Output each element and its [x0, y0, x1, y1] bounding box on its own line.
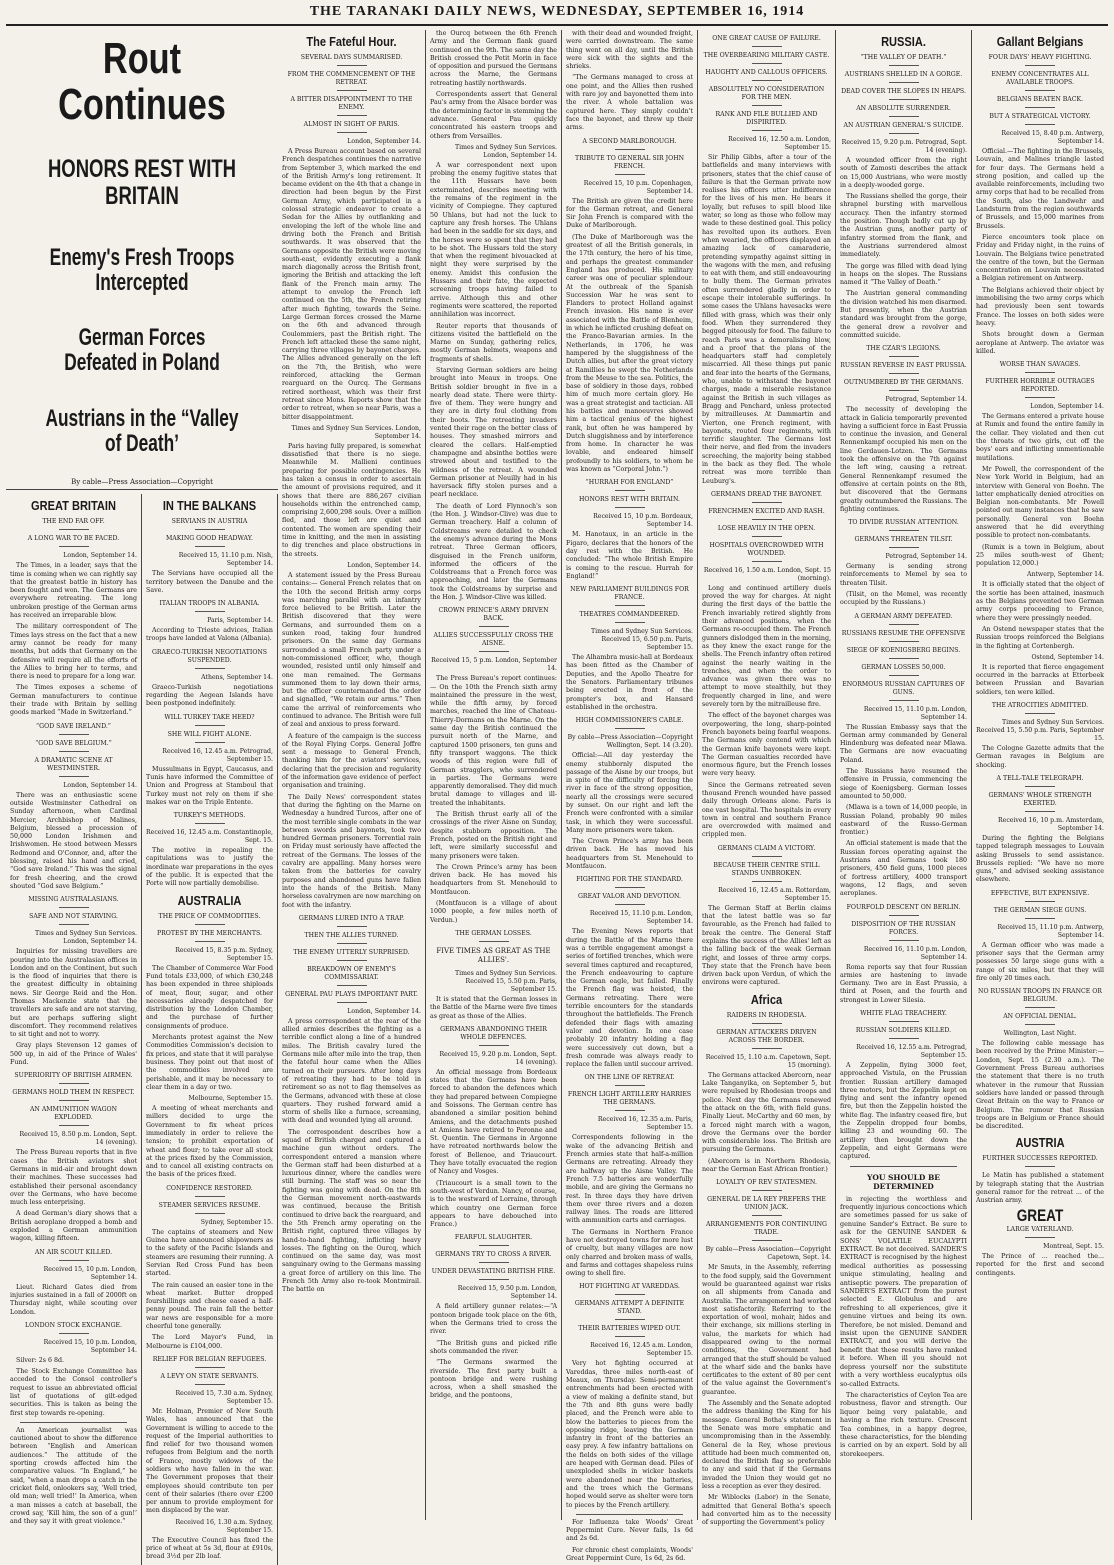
subheading: GERMANS LURED INTO A TRAP.	[282, 915, 421, 927]
subheading: PROTEST BY THE MERCHANTS.	[146, 930, 273, 942]
dateline: Ostend, September 14.	[1031, 653, 1104, 661]
subheading: GERMANS DREAD THE BAYONET.	[702, 491, 831, 503]
subheading: THE OVERBEARING MILITARY CASTE.	[702, 52, 831, 64]
masthead: THE TARANAKI DAILY NEWS, WEDNESDAY, SEPTEMBER 16, 1914	[6, 0, 1108, 26]
subheading: MISSING AUSTRALASIANS.	[10, 896, 137, 908]
dateline: Received 16, 12.45 a.m. Petrograd, September 15.	[162, 747, 273, 763]
section-heading: AUSTRIA	[1015, 1135, 1065, 1151]
subheading: SHE WILL FIGHT ALONE.	[146, 731, 273, 743]
paragraph: The British thrust early all of the crossings of the river Aisne on Sunday, despite stubborn opposition. The French, posted on the British right and left, were similarly successful and many prisoners were taken.	[430, 811, 557, 860]
paragraph: Roma reports say that four Russian armies are hastening to invade Germany. Two are in East Prussia, a third at Posen, and the fourth and strongest in Lower Silesia.	[840, 963, 967, 1004]
dateline: Petrograd, September 14.	[885, 396, 967, 404]
paragraph: The Lord Mayor's Fund, in Melbourne is £104,000.	[146, 1334, 273, 1350]
subheading: AN ABSOLUTE SURRENDER.	[840, 105, 967, 117]
section-heading: GREAT BRITAIN	[31, 498, 116, 514]
subheading: AN AUSTRIAN GENERAL'S SUICIDE.	[840, 122, 967, 134]
dateline: Petrograd, September 14.	[885, 553, 967, 561]
dateline: Received 15, 9.50 p.m. London, September 14.	[457, 1285, 557, 1301]
dateline: Received 15, 1.10 a.m. Capetown, Sept. 15 (morning).	[705, 1053, 831, 1069]
subheading: ALMOST IN SIGHT OF PARIS.	[282, 121, 421, 133]
column-five	[698, 30, 836, 1527]
deck-headline: HONORS REST WITH BRITAIN	[47, 155, 237, 210]
subheading: ITALIAN TROOPS IN ALBANIA.	[146, 600, 273, 612]
subheading: RUSSIAN REVERSE IN EAST PRUSSIA.	[840, 362, 967, 374]
subheading: THE GERMAN SIEGE GUNS.	[976, 907, 1104, 919]
dateline: Times and Sydney Sun Services. Received 15, 5.50 p.m. Paris, September 15.	[455, 969, 557, 993]
subheading: HIGH COMMISSIONER'S CABLE.	[566, 717, 693, 729]
dateline: Received 16, 1.50 a.m. London, Sept. 15 (morning).	[703, 566, 831, 582]
dateline: Received 15, 11.10 p.m. London, September 14.	[589, 910, 693, 926]
paragraph: The Crown Prince's army has been driven back. He has moved his headquarters from St. Menehould to Montfaucon.	[430, 863, 557, 896]
paragraph: Starving German soldiers are being brought into Meaux in troops. One British soldier brought in five in a nearly dead state. There were thirty-five of them. They were hungry and they are in dirty foul clothing from their boots. The retreating invaders vented their rage on the better class of houses. They smashed mirrors and cleared the cellars. Half-emptied champagne and absinthe bottles were strewed about and testified to the wildness of the retreat. A wounded German prisoner at Neuilly had in his haversack fifty stolen purses and a pearl necklace.	[430, 366, 557, 499]
dateline: Received 15, 7.30 a.m. Sydney, September 15.	[175, 1389, 273, 1405]
paragraph: A war correspondent next upon probing the enemy fugitive states that the 11th Hussars have been exterminated, describes meeting with the remains of the regiment in the vicinity of Compiegne. They captured 50 Uhlans, but had not the luck to capture any fresh horses. The Uhlans had been in the saddle for six days, and the horses were so spent that they had to be shot. The Hussars told the story that when the regiment bivouacked at night they were surprised by the enemy. Amidst this confusion the Hussars and their fate, the expected screening troops having failed to arrive. Although this and other regiments were scattered, the reported annihilation was incorrect.	[430, 161, 557, 319]
paragraph: the Ourcq between the 6th French Army and the German flank guard continued on the 9th. The same day the British crossed the Petit Morin in face of opposition and pursued the Germans across the Marne, the Germans retreating hastily northwards.	[430, 30, 557, 87]
dateline: London, September 14.	[347, 138, 421, 145]
subheading: GREAT VALOR AND DEVOTION.	[566, 893, 693, 905]
paragraph: Mr Smuts, in the Assembly, referring to the food supply, said the Government would be guaranteed against war risks on all shipments from Canada and Australia. The arrangement had worked most satisfactorily. Referring to the exportation of wool, mohair, hides and their exchange, six millions sterling in value, the markets for which had disappeared owing to the normal conditions, the Government had arranged that the stuff should be valued at the wharf side and the banks have certificates to the extent of 80 per cent of the value against the Government's guarantee.	[702, 1264, 831, 1396]
subheading: GERMANS ATTEMPT A DEFINITE STAND.	[566, 1300, 693, 1320]
subheading: “GOD SAVE IRELAND.”	[10, 723, 137, 735]
paragraph: The Chamber of Commerce War Food Fund totals £33,000, of which £30,248 has been expended in three shiploads of meat, flour, sugar, and other necessaries already despatched for distribution by the London Chamber, and the purchase of further consignments of produce.	[146, 964, 273, 1030]
subheading: WILL TURKEY TAKE HEED?	[146, 714, 273, 726]
dateline: Times and Sydney Sun Services. Received 15, 6.50 p.m. Paris, September 15.	[591, 628, 693, 652]
subheading: THE CZAR'S LEGIONS.	[840, 345, 967, 357]
dateline: Antwerp, September 14.	[1026, 571, 1104, 579]
subheading: EFFECTIVE, BUT EXPENSIVE.	[976, 890, 1104, 902]
paragraph: Inquiries for missing travellers are pouring into the Australasian offices in London and on the Continent, but such is the flood of inquiries that there is the greatest difficulty in obtaining news. Sir George Reid and the Hon. Thomas Mackenzie state that the travellers are safe and are not starving, but are perhaps suffering slight discomfort. They recommend relatives to sit tight and not to worry.	[10, 948, 138, 1039]
paragraph: It is officially stated that the object of the sortie has been attained, inasmuch as the Belgians prevented two German army corps proceeding to France, where they were pressingly needed.	[976, 581, 1104, 622]
subheading: THE PRICE OF COMMODITIES.	[146, 913, 273, 925]
subheading: ALLIES SUCCESSFULLY CROSS THE AISNE.	[430, 632, 557, 652]
subheading: FRENCHMEN EXCITED AND RASH.	[702, 508, 831, 520]
paragraph: The following cable message has been received by the Prime Minister:— London, Sept. 15 (2.30 a.m.). The Government Press Bureau authorises the statement that there is no truth whatever in the rumour that Russian soldiers have landed or passed through Great Britain on the way to France or Belgium. The rumour that Russian troops are in Belgium or France should be discredited.	[976, 1040, 1104, 1131]
paragraph: The Times exposes a scheme of German manufacturers to continue their trade with Britain by selling goods marked “Made in Switzerland.”	[10, 684, 137, 717]
paragraph: Very hot fighting occurred at Vareddas, three miles north-east of Meaux, on Thursday. Semi-permanent entrenchments had been erected with a view of making a definite stand, but the 7th and 8th guns were badly placed, and the French were able to blow the batteries to pieces from the opposing ridge, leaving the German infantry in front of the batteries an easy prey. A few infantry battalions on the fields on both sides of the village are heaped with German dead. Piles of unexploded shells in wicker baskets were abandoned near the batteries, and the trees which the Germans hoped would serve as shelter were torn to pieces by the French artillery.	[566, 1360, 693, 1509]
paragraph: The Daily News' correspondent states that during the fighting on the Marne on Wednesday a hundred Turcos, after one of the most terrible single combats in the war between swords and bayonets, took two hundred German prisoners. Torrential rain on Friday must seriously have affected the retreat of the Germans. The losses of the cavalry are appalling. Many horses were taken from the batteries for cavalry purposes and abandoned guns have fallen into the hands of the British. Many horseless cavalrymen are now marching on foot with the infantry.	[282, 793, 421, 909]
paragraph: It is stated that the German losses in the Battle of the Marne were five times as great as those of the Allies.	[430, 995, 557, 1020]
paragraph: Official.—The fighting in the Brussels, Louvain, and Malines triangle lasted for four days. The Germans held a strong position, and called up the available reinforcements, including two army corps that had to be recalled from the South, also the Landwehr and Landsturm from the region southwards of Brussels, and 15,000 marines from Brussels.	[976, 148, 1104, 230]
divider	[850, 1166, 957, 1167]
paragraph: (The Duke of Marlborough was the greatest of all the British generals, in the 17th century, the hero of his time, and perhaps the greatest commander England has produced. His military career was one of peculiar splendour. At the outbreak of the Spanish Succession War he was sent to Flanders to protect Holland against French invasion. His name is ever associated with the Battle of Blenheim, in which he inflicted crushing defeat on the Franco-Bavarian armies. In the Netherlands, in 1706, he was hampered by the sluggishness of the Dutch allies, but after the great victory at Ramillies he swept the Netherlands from the Meuse to the sea. Politics, the base of soldiery in those days, robbed him of much more certain glory. He was a great strategist and tactician. All his battles and manoeuvres showed him a tactical genius of the highest rank, but often he was hampered by Dutch sluggishness and by interference from home. In character he was lovable, and endeared himself profoundly to his soldiers, to whom he was known as “Corporal John.”)	[566, 233, 693, 474]
paragraph: Reuter reports that thousands of citizens visited the battlefield on the Marne on Sunday, gathering relics, mostly German helmets, weapons and fragments of shells.	[430, 322, 557, 363]
dateline: Times and Sydney Sun Services. London, September 14.	[291, 424, 421, 440]
paragraph: (Montfaucon is a village of about 1000 people, a few miles north of Verdun.)	[430, 900, 557, 924]
paragraph: The Germans in Northern France have not destroyed towns for more lust of cruelty, but many villages are now only charred and broken mass of walls, and farms and cottages shapeless ruins owing to shell fire.	[566, 1228, 693, 1278]
byline: By cable—Press Association—Copyright	[6, 478, 278, 490]
paragraph: The Press Bureau's report continues:— On the 10th the French sixth army maintained the pressure in the west, while the fifth army, by forced marches, reached the line of Chateau-Thierry-Dormans on the Marne. On the same day the British continued the pursuit north of the Marne, and captured 1500 prisoners, ten guns and fifty transport waggons. The thick woods of this region were full of German stragglers, who surrendered in parties. The Germans were apparently demoralised. They did much brutal damage to villages and ill-treated the inhabitants.	[430, 675, 557, 807]
paragraph: The Russian Embassy says that the German army commanded by General Hindenburg was defeated near Mlawa. The Germans are now evacuating Poland.	[840, 723, 967, 764]
column-four	[562, 30, 698, 1562]
dateline: Received 16, 12.45 a.m. Rotterdam, September 15.	[718, 886, 831, 902]
paragraph: A meeting of wheat merchants and millers decided to urge the Government to fix wheat prices immediately in order to relieve the tension; to prohibit exportation of wheat and flour; to take over all stock at the prices fixed by the Commission, and to cancel all existing contracts on the basis of the prices fixed.	[146, 1105, 273, 1179]
subheading: ONE GREAT CAUSE OF FAILURE.	[702, 35, 831, 47]
dateline: Wellington, Last Night.	[1003, 1030, 1077, 1038]
subheading: ON THE LINE OF RETREAT.	[566, 1074, 693, 1086]
subheading: FEARFUL SLAUGHTER.	[430, 1234, 557, 1246]
subheading: “HURRAH FOR ENGLAND”	[566, 479, 693, 491]
paragraph: The Russians have resumed the offensive in Prussia, commencing the siege of Koenigsberg. German losses amounted to 50,000.	[840, 768, 967, 800]
paragraph: Official:—All day yesterday the enemy stubbornly disputed the passage of the Aisne by our troops, but in spite of the difficulty of forcing the river in face of the strong opposition, nearly all the crossings were secured by sunset. On our right and left the French were confronted with a similar task, in which they were successful. Many more prisoners were taken.	[566, 752, 693, 834]
advertisement: For Influenza take Woods' Great Peppermint Cure. Never fails, 1s 6d and 2s 6d.	[566, 1518, 693, 1543]
paragraph: (Tilsit, on the Memel, was recently occupied by the Russians.)	[840, 590, 967, 607]
paragraph: Correspondents following in the wake of the advancing British and French armies state that half-a-million Germans are retreating. Already they are halfway up the Aisne Valley. The French 7.5 batteries are wonderfully mobile, and are giving the Germans no rest. In three days they have driven them over three rivers and a dozen railway lines. The roads are littered with ammunition carts and carriages.	[566, 1134, 693, 1225]
subheading: THE GERMAN LOSSES.	[430, 930, 557, 942]
paragraph: The Cologne Gazette admits that the German ravages in Belgium are shocking.	[976, 745, 1104, 769]
dateline: Sydney, September 15.	[200, 1218, 273, 1226]
paragraph: Paris having fully prepared, is somewhat dissatisfied that there is no siege. Meanwhile M. Mallieni continues preparing for possible contingencies. He has taken a census in order to ascertain the amount of provisions required, and it shows that there are 886,267 civilian households within the entrenched camp, comprising 2,600,298 souls. Over a million fled, and those left are quiet and contented. The women are spending their time in knitting, and the men in assisting to dig trenches and place obstructions in the streets.	[282, 442, 421, 558]
subheading: FURTHER SUCCESSES REPORTED.	[976, 1155, 1104, 1167]
dateline: Received 16, 12.45 a.m. Constantinople, Sept. 15.	[146, 829, 273, 845]
subheading: SIEGE OF KOENIGSBERG BEGINS.	[840, 647, 967, 659]
paragraph: The Evening News reports that during the Battle of the Marne there was a terrible engagement amongst a series of fortified trenches, which were several times captured and recaptured, the French endeavouring to capture the German eagle, but failed. Finally the French flag was hoisted, the Germans retreating. There were terrible encounters for the standards throughout the battlefields. The French defended their flags with amazing valor and devotion. In one case probably 20 infantry holding a flag were successively cut down, but a fresh comrade was always ready to replace the fallen until succour arrived.	[566, 928, 693, 1069]
dateline: Received 15, 8.35 p.m. Sydney, September 15.	[175, 946, 273, 962]
subheading: RAIDERS IN RHODESIA.	[702, 1012, 831, 1024]
subheading: SEVERAL DAYS SUMMARISED.	[282, 54, 421, 66]
paragraph: (Triaucourt is a small town to the south-west of Verdun. Nancy, of course, is to the westward of Lorraine, through which country one German force appears to have debouched into France.)	[430, 1179, 557, 1229]
subheading: GERMAN ATTACKERS DRIVEN ACROSS THE BORDER.	[702, 1029, 831, 1049]
paragraph: According to Trieste advices, Italian troops have landed at Valona (Albania).	[146, 627, 273, 643]
subheading: GERMANS HOLD THEM IN RESPECT.	[10, 1089, 137, 1101]
paragraph: (Mlawa is a town of 14,000 people, in Russian Poland, probably 90 miles eastward of the Russo-German frontier.)	[840, 804, 967, 837]
dateline: London, September 14.	[63, 552, 137, 560]
paragraph: The German Staff at Berlin claims that the latest battle was so far favourable, as the French had failed to break the centre. The General Staff explains the success of the Allies' left as the falling back of the weak German right, and losses of three army corps. They state that the French have been driven back upon Verdun, of which the environs were captured.	[702, 904, 831, 987]
paragraph: “The Germans managed to cross at one point, and the Allies then rushed with rare joy and bayonetted them into the river. A whole battalion was captured here. They simply couldn't face the bayonet, and threw up their arms.	[566, 74, 693, 132]
subheading: BREAKDOWN OF ENEMY'S COMMISSARIAT.	[282, 966, 421, 986]
paragraph: The military correspondent of The Times lays stress on the fact that a new army cannot be ready for many months, but adds that Germany on the defensive will require all the efforts of the Allies to bring her to terms, and there is need to prepare for a long war.	[10, 623, 137, 681]
paragraph: A dead German's diary shows that a British aeroplane dropped a bomb and exploded a German ammunition wagon, killing fifteen.	[10, 1210, 137, 1243]
dateline: Received 16, 12.45 a.m. London, September 15.	[590, 1342, 693, 1358]
subheading: FOURFOLD DESCENT ON BERLIN.	[840, 904, 967, 916]
dateline: Received 16, 10 p.m. Amsterdam, September 14.	[998, 816, 1104, 832]
paragraph: The motive in repealing the capitulations was to justify the inordinate war preparations in the eyes of the public. It is expected that the Porte will now partially demobilise.	[146, 847, 273, 888]
subheading: AN AMMUNITION WAGON EXPLODED.	[10, 1106, 137, 1126]
subheading: GERMANS' WHOLE STRENGTH EXERTED.	[976, 792, 1104, 812]
subheading: GERMAN LOSSES 50,000.	[840, 664, 967, 676]
dateline: Received 15, 5 p.m. London, September 14.	[431, 657, 557, 673]
divider	[576, 1514, 683, 1515]
section-heading: GREAT	[1016, 1205, 1064, 1225]
paragraph: The Prince of ... reached the... reported for the first and second contingents.	[976, 1252, 1104, 1277]
subheading: TURKEY'S METHODS.	[146, 812, 273, 824]
paragraph: Graeco-Turkish negotiations regarding the Aegean Islands have been postponed indefinitely.	[146, 683, 273, 708]
paragraph: Mussulmans in Egypt, Caucasus, and Tunis have informed the Committee of Union and Progress at Stamboul that Turkey must not rely on them if she makes war on the Triple Entente.	[146, 765, 273, 806]
subheading: RELIEF FOR BELGIAN REFUGEES.	[146, 1356, 273, 1368]
paragraph: (Rumix is a town in Belgium, about 25 miles south-west of Ghent; population 12,000.)	[976, 543, 1104, 568]
subheading: LONDON STOCK EXCHANGE.	[10, 1322, 137, 1334]
subheading: GENERAL PAU PLAYS IMPORTANT PART.	[282, 991, 421, 1003]
subheading: GERMANS ABANDONING THEIR WHOLE DEFENCES.	[430, 1026, 557, 1046]
deck-headline: Enemy's Fresh Troops Intercepted	[49, 243, 235, 297]
paragraph: A Press Bureau account based on several French despatches continues the narrative from September 3, which marked the end of the British Army's long retirement. It became evident on the 4th that a change in direction had been begun by the First German Army, which participated in a colossal strategic endeavor to create a Sedan for the Allies by outflanking and enveloping the left of the whole line and driving both the French and British southwards. It was observed that the Germans opposite the British were moving south-east, evidently executing a flank march diagonally across the British front, ignoring the British and attacking the left flank of the French main army. The attempt to envelop the French left continued on the 5th, the French retiring after much fighting, towards the Seine. Large German forces crossed the Marne on the 6th and advanced through Coulommiers, past the British right. The French left attacked these the same night, carrying three villages by bayonet charges. The Allies advanced generally on the left on the 7th, the British, who were reinforced, attacking the German rearguard on the Ourcq. The Germans retired northeast, which was their first retreat since Mons. Reports show that the order to retreat, when so near Paris, was a bitter disappointment.	[282, 148, 421, 421]
columns	[6, 30, 1108, 1562]
dateline: Paris, September 14.	[207, 617, 273, 625]
section-heading: IN THE BALKANS	[162, 498, 257, 514]
paragraph: An official statement is made that the Russian forces operating against the Austrians and Germans took 180 prisoners, 450 field guns, 1000 pieces of fortress artillery, 4000 transport wagons, 12 flags, and seven aeroplanes.	[840, 840, 967, 898]
subheading: A GERMAN ARMY DEFEATED.	[840, 613, 967, 625]
subheading: AN AIR SCOUT KILLED.	[10, 1249, 137, 1261]
dateline: Received 15, 11.10 p.m. London, September 14.	[863, 705, 967, 721]
dateline: Times and Sydney Sun Services. London, September 14.	[455, 143, 557, 159]
paragraph: A wounded officer from the right south of Zamosti describes the attack on 15,000 Austrians, who were mostly in a deeply-wooded gorge.	[840, 157, 967, 189]
paragraph: The rain caused an easier tone in the wheat market. Butter dropped fourshillings and cheese eased a half-penny pound. The rain fall the better war news are responsible for a more cheerful tone generally.	[146, 1281, 273, 1331]
subheading: DEAD COVER THE SLOPES IN HEAPS.	[840, 88, 967, 100]
paragraph: An official message from Bordeaux states that the Germans have been forced to abandon the defences which they had prepared between Compiegne and Soissons. The German centre has abandoned a similar position behind Amiens, and the detachments pushed at Amiens have retired to Peronne and St. Quentin. The Germans in Argonne have retreated northwards below the forest of Bellenoe, and Triaucourt. They have totally evacuated the region of Nancy and Vosges.	[430, 1068, 557, 1176]
paragraph: Mr Powell, the correspondent of the New York World in Belgium, had an interview with General von Boehn. The latter emphatically denied atrocities on Belgian non-combatants. Mr Powell pointed out many instances that he saw personally. General von Boehn answered that he did everything possible to protect non-combatants.	[976, 465, 1104, 540]
subheading: UNDER DEVASTATING BRITISH FIRE.	[430, 1268, 557, 1280]
dateline: By cable—Press Association—Copyright Wellington, Sept. 14 (3.20).	[567, 734, 693, 750]
paragraph: The death of Lord Flynnoch's son (the Hon. J. Windsor-Clive) was due to German treachery. Half a column of Coldstreams were detailed to check the enemy's advance during the Mons retreat. Three German officers, disguised in the French uniform, informed the officers of the Coldstreams that a French force was approaching, and later the Germans took the Coldstreams by surprise and the Hon. J. Windsor-Clive was killed.	[430, 502, 557, 601]
column-great-britain	[6, 494, 142, 1564]
paragraph: The captains of steamers and New Guinea have announced shipowners as to the safety of the Pacific Islands and steamers are resuming their running. A Servian Red Cross Fund has been started.	[146, 1228, 273, 1278]
subheading: A BITTER DISAPPOINTMENT TO THE ENEMY.	[282, 96, 421, 116]
subheading: NEW PARLIAMENT BUILDINGS FOR FRANCE.	[566, 586, 693, 606]
subheading: ARRANGEMENTS FOR CONTINUING TRADE.	[702, 1221, 831, 1241]
subheading: ABSOLUTELY NO CONSIDERATION FOR THE MEN.	[702, 86, 831, 106]
paragraph: The Servians have occupied all the territory between the Danube and the Save.	[146, 570, 273, 594]
section-heading: RUSSIA.	[881, 34, 926, 49]
subheading: TRIBUTE TO GENERAL SIR JOHN FRENCH.	[566, 155, 693, 175]
subheading: RUSSIAN SOLDIERS KILLED.	[840, 1027, 967, 1039]
column-belgians	[972, 30, 1108, 1520]
paragraph: The Germans attacked Abercorn, near Lake Tanganyika, on September 5, but were repulsed by Rhodesian troops and police. Next day the Germans renewed the attack on the 6th, with field guns. Finally Lieut. McCarthy and 60 men, by a forced night march with a wagon, drove the Germans over the border with considerable loss. The British are pursuing the Germans.	[702, 1071, 831, 1154]
paragraph: A press correspondent at the rear of the allied armies describes the fighting as a terrible conflict along a line of a hundred miles. The British cavalry lured the Germans mile after mile into the trap, then the fateful hour came when the Allies turned on their pursuers. After long days of retreating they had to be told in retirement so as not to flag themselves as the Germans, advanced with these at close quarters. They rushed forward amid a storm of shells like a furnace, screaming, with dead and wounded lying all around.	[282, 1017, 421, 1125]
subheading: GRAECO-TURKISH NEGOTIATIONS SUSPENDED.	[146, 649, 273, 669]
subheading: STEAMER SERVICES RESUME.	[146, 1202, 273, 1214]
dateline: Times and Sydney Sun Services. London, September 14.	[35, 930, 137, 946]
subheading: CONFIDENCE RESTORED.	[146, 1185, 273, 1197]
subheading: WORSE THAN SAVAGES.	[976, 361, 1104, 373]
subheading: WHITE FLAG TREACHERY.	[840, 1010, 967, 1022]
paragraph: with their dead and wounded freight, were carried downstream. The same thing went on all day, until the British were sick with the sights and the shrieks.	[566, 30, 693, 71]
paragraph: A Zeppelin, flying 3000 feet, approached Vistula, on the Prussian frontier. Russian artillery damaged three motors, but the Zeppelin kept on flying and sent the infantry opened fire, but then the Zeppelin hoisted the white flag. The infantry ceased fire, but the Zeppelin dropped four bombs, killing 23 and wounding 60. The artillery then brought down the Zeppelin, and eight Germans were captured.	[840, 1062, 967, 1161]
subheading: THE ATROCITIES ADMITTED.	[976, 702, 1104, 714]
paragraph: Since the Germans retreated seven thousand French wounded have passed daily through Orleans alone. Paris is one vast hospital. The hospitals in every town in central and southern France are overcrowded with maimed and crippled men.	[702, 781, 831, 839]
lead-subcolumns	[6, 494, 278, 1564]
subheading: THEN THE ALLIES TURNED.	[282, 932, 421, 944]
subheading: AUSTRIANS SHELLED IN A GORGE.	[840, 71, 967, 83]
dateline: Received 16, 12.55 a.m. Petrograd, September 15.	[856, 1044, 967, 1059]
dateline: Received 15, 8.50 p.m. London, Sept. 14 (evening).	[19, 1131, 137, 1147]
subheading: ENEMY CONCENTRATES ALL AVAILABLE TROOPS.	[976, 71, 1104, 91]
subheading: DISPOSITION OF THE RUSSIAN FORCES.	[840, 921, 967, 941]
subheading: AN OFFICIAL DENIAL.	[976, 1013, 1104, 1025]
subheading: A LEVY ON STATE SERVANTS.	[146, 1373, 273, 1385]
subheading: BELGIANS BEATEN BACK.	[976, 96, 1104, 108]
paragraph: Long and continued artillery duels proved the way for charges. At night during the first days of the battle the French invariably retired slightly from their advanced positions, when the Germans re-occupied them. The French gunners dislodged them in the morning, as they knew the exact range for the shells. The French infantry often retired against the nearly waiting in the trenches, and when the order to advance was given there was no attempt to move stealthily, but they frequently charged in line, and were severely torn by the mitrailleuse fire.	[702, 584, 831, 709]
subheading: THE END FAR OFF.	[10, 518, 137, 530]
paragraph: The Times, in a leader, says that the time is coming when we can rightly say that the greatest battle in history has been fought and won. The Germans are everywhere retreating. The long unbroken prestige of the German arms has received an irreparable blow.	[10, 562, 137, 620]
paragraph: The Russians shelled the gorge, their shrapnel bursting with marvellous accuracy. Then the infantry stormed the position. Though badly cut up by the Austrian guns, another party of infantry stormed from the flank, and the Austrians surrendered almost immediately.	[840, 193, 967, 259]
paragraph: Germany is sending strong reinforcements to Memel by sea to threaten Tilsit.	[840, 563, 967, 587]
subheading: SERVIANS IN AUSTRIA	[146, 518, 273, 530]
section-heading: Gallant Belgians	[996, 34, 1084, 49]
paragraph: A statement issued by the Press Bureau contains:— General French relates that on the 10th the second British army corps was marching parallel with an infantry force believed to be British. Later the British discovered that they were Germans, and surrounded them on a sunken road, taking four hundred prisoners. On the same day Germans surrounded a small French party under a non-commissioned officer, who, though wounded, resisted until only himself and one man remained. The Germans summoned them to lay down their arms, but the officer countermanded the order and signalled, “We retain our arms.” Then came the arrival of reinforcements who continued to advance. The British were full of zeal and anxious to press forward.	[282, 571, 421, 729]
advertisement-body: in rejecting the worthless and frequently injurious concoctions which are sometimes passed for us sake of genuine Sander's Extract. Be sure to ask for the GENUINE SANDER & SONS' VOLATILE EUCALYPTI EXTRACT. Be not deceived. SANDER'S EXTRACT is recognised by the highest medical authorities as possessing unique stimulating, healing and antiseptic powers. The preparation of SANDER'S EXTRACT from the purest selected E. Globulus and are refreshing to all experiences, give it genuine virtues and being its own. Therefore, be not misled. Demand and insist upon the GENUINE SANDER EXTRACT, and you will derive the benefit that these results have ranked it before. When ill you should not depress yourself nor the substitute with a very worthless eucalyptus oils so-called Extracts.	[840, 1194, 967, 1388]
paragraph: The Executive Council has fixed the price of wheat at 5s 3d, flour at £910s, bread 3½d per 2lb loaf.	[146, 1536, 273, 1561]
dateline: Received 16, 12.50 a.m. London, September 15.	[728, 136, 831, 151]
column-fateful-hour	[278, 30, 426, 1520]
subheading: GERMANS THREATEN TILSIT.	[840, 536, 967, 548]
dateline: Received 15, 11.10 p.m. Nish, September 14.	[178, 552, 273, 568]
paragraph: A feature of the campaign is the success of the Royal Flying Corps. General Joffre sent a message to General French, thanking him for the aviators' services, declaring that the precision and regularity of the information gave evidence of perfect organisation and training.	[282, 732, 421, 790]
subheading: GENERAL DE LA REY PREFERS THE UNION JACK.	[702, 1196, 831, 1216]
subheading: BECAUSE THEIR CENTRE STILL STANDS UNBROKEN.	[702, 862, 831, 882]
dateline: Received 15, 8.40 p.m. Antwerp, September 14.	[1001, 130, 1104, 145]
paragraph: “The British guns and picked rifle shots commanded the river.	[430, 1339, 557, 1355]
dateline: Received 16, 11.10 p.m. London, September 14.	[863, 945, 967, 961]
subheading: OUTNUMBERED BY THE GERMANS.	[840, 379, 967, 391]
section-heading: The Fateful Hour.	[306, 34, 397, 49]
section-heading: AUSTRALIA	[177, 892, 242, 908]
dateline: London, September 14.	[347, 1007, 421, 1015]
subheading: LOSE HEAVILY IN THE OPEN.	[702, 525, 831, 537]
paragraph: It is reported that fierce engagement occurred in the barracks at Etterbeek between Prussian and Bavarian soldiers, ten were killed.	[976, 663, 1104, 696]
subheading: HAUGHTY AND CALLOUS OFFICERS.	[702, 69, 831, 81]
paragraph: (Abercorn is in Northern Rhodesia, near the German East African frontier.)	[702, 1157, 831, 1174]
paragraph: The Austrian general commanding the division watched his men disarmed. But presently, when the Austrian standard was brought from the gorge, the general drew a revolver and committed suicide.	[840, 290, 967, 339]
column-three	[426, 30, 562, 1520]
subheading: FOUR DAYS' HEAVY FIGHTING.	[976, 54, 1104, 66]
deck-headline: German Forces Defeated in Poland	[64, 324, 220, 377]
dateline: Montreal, Sept. 15.	[1043, 1242, 1104, 1250]
paragraph: The necessity of developing the attack in Galicia temporarily prevented having a sufficient force in East Prussia to continue the invasion, and General Rennenkampf occupied his men on the line Gerdauen-Lotzen. The Germans took the offensive on the 7th against the left wing, causing a retreat. General Rennenkampf resumed the offensive at certain points on the 8th, but discovered that the Germans greatly outnumbered the Russians. The fighting continues.	[840, 406, 967, 513]
subheading: THE ENEMY UTTERLY SURPRISED.	[282, 949, 421, 961]
subheading: GERMANS TRY TO CROSS A RIVER.	[430, 1251, 557, 1263]
paragraph: A German officer who was made a prisoner says that the German army possesses 50 large siege guns with a range of six miles, but that they will fire only 20 times each.	[976, 941, 1104, 982]
lead-area	[6, 30, 278, 1561]
paragraph: The Belgians achieved their object by immobilising the two army corps which had previously been sent towards France. The losses on both sides were heavy.	[976, 286, 1104, 327]
subheading: FIVE TIMES AS GREAT AS THE ALLIES'.	[436, 946, 551, 964]
paragraph: Shots brought down a German aeroplane at Antwerp. The aviator was killed.	[976, 331, 1104, 355]
dateline: Received 15, 11.10 p.m. Antwerp, September 14.	[997, 923, 1104, 939]
paragraph: The gorge was filled with dead lying in heaps on the slopes. The Russians named it “The Valley of Death.”	[840, 262, 967, 287]
dateline: Received 16, 12.35 a.m. Paris, September 15.	[597, 1116, 693, 1132]
subheading: NO RUSSIAN TROOPS IN FRANCE OR BELGIUM.	[976, 988, 1104, 1008]
paragraph: Gray plays Stevenson 12 games of 500 up, in aid of the Prince of Wales' Fund.	[10, 1042, 137, 1067]
paragraph: Mr. Holman, Premier of New South Wales, has announced that the Government is willing to accede to the request of the Imperial authorities to find relief for two thousand women refugees from Belgium and the north of France, mostly widows of the soldiers who have fallen in the war. The Government proposes that their employees should contribute ten per cent of their salaries (there over £200 per annum to provide employment for men displaced by the war.	[146, 1407, 273, 1515]
paragraph: Silver: 2s 6 8d.	[16, 1356, 65, 1364]
dateline: Received 15, 10 p.m. Copenhagen, September 14.	[583, 179, 693, 195]
subheading: “GOD SAVE BELGIUM.”	[10, 740, 137, 752]
dateline: London, September 14.	[63, 781, 137, 789]
subheading: GERMANS CLAIM A VICTORY.	[702, 845, 831, 857]
subheading: FRENCH LIGHT ARTILLERY HARRIES THE GERMANS.	[566, 1091, 693, 1111]
subheading: A LONG WAR TO BE FACED.	[10, 535, 137, 547]
subheading: BUT A STRATEGICAL VICTORY.	[976, 113, 1104, 125]
paragraph: The Press Bureau reports that in five cases the British aviators shot Germans in mid-air and brought down their machines. These successes had established their personal ascendancy over the Germans, who have become much less enterprising.	[10, 1149, 137, 1207]
dateline: Athens, September 14.	[201, 673, 273, 681]
dateline: London, September 14.	[1030, 403, 1104, 411]
paragraph: During the fighting the Belgians tapped telegraph messages to Louvain asking Brussels to send assistance. Brussels replied: “We have no more guns,” and advised seeking assistance elsewhere.	[976, 834, 1104, 884]
subheading: FIGHTING FOR THE STANDARD.	[566, 876, 693, 888]
paragraph: M. Hanotaux, in an article in the Figaro, declares that the honors of the day rest with the British. He concluded: “The whole British Empire is coming to the rescue. Hurrah for England!”	[566, 531, 693, 580]
paragraph: Correspondents assert that General Pau's army from the Alsace border was the determining factor in stemming the advance. General Pau quickly concentrated his eastern troops and others from Versailles.	[430, 91, 557, 140]
advertisement-heading: YOU SHOULD BE DETERMINED	[866, 1172, 941, 1192]
dateline: London, September 14.	[347, 561, 421, 569]
subheading: MAKING GOOD HEADWAY.	[146, 535, 273, 547]
subheading: ENORMOUS RUSSIAN CAPTURES OF GUNS.	[840, 681, 967, 701]
paragraph: The Stock Exchange Committee has acceded to the Consol controller's request to issue an abbreviated official list of quotations of gilt-edged securities. This is taken as being the first step towards re-opening.	[10, 1368, 137, 1417]
dateline: Received 16, 1.30 a.m. Sydney, September 15.	[175, 1518, 273, 1534]
subheading: FURTHER HORRIBLE OUTRAGES REPORTED.	[976, 378, 1104, 398]
paragraph: The Assembly and the Senate adopted the address thanking the King for his message. General Botha's statement in the Senate was more emphatic and uncompromising than in the Assembly. General de la Rey, whose previous attitude had been much commented on, declared the British flag so preferable to any and said that if the Germans invaded the Union they would get no less a reception as ever they desired.	[702, 1400, 831, 1491]
paragraph: The correspondent describes how a squad of British charged and captured a machine gun without orders. The correspondent entered a mansion where the German staff had been disturbed at a luxurious dinner, where the candles were still burning. The staff was so near the fighting was going with dead. On the 8th the German movement north-eastwards was continued, because the British continued to drive back the rearguard, and the 5th French army operating on the British right, captured three villages by hand-to-hand fighting, inflicting heavy losses. The fighting on the Ourcq, which continued on the same day, was most sanguinary owing to the Germans massing a great force of artillery on this line. The French 5th Army also re-took Montmirail. The battle on	[282, 1128, 421, 1294]
dateline: Received 15, 10 p.m. London, September 14.	[43, 1338, 137, 1354]
dateline: Received 15, 10 p.m. Bordeaux, September 14.	[593, 513, 693, 529]
subheading: A TELL-TALE TELEGRAPH.	[976, 775, 1104, 787]
subheading: LARGE VATERLAND.	[976, 1226, 1104, 1238]
deck-headline: Austrians in the “Valley of Death’	[45, 404, 239, 457]
dateline: Received 15, 9.20 p.m. London, Sept. 14 (evening).	[439, 1050, 557, 1066]
subheading: THEATRES COMMANDEERED.	[566, 611, 693, 623]
paragraph: An Ostend newspaper states that the Russian troops reinforced the Belgians in the fighting at Cortenbergh.	[976, 625, 1104, 650]
column-russia	[836, 30, 972, 1520]
divider	[20, 1422, 127, 1423]
dateline: By cable—Press Association—Copyright Capetown, Sept. 14.	[705, 1246, 831, 1262]
subheading: SAFE AND NOT STARVING.	[10, 913, 137, 925]
subheading: SUPERIORITY OF BRITISH AIRMEN.	[10, 1072, 137, 1084]
paragraph: An American journalist was cautioned about to show the difference between “English and American audiences.” The attitude of the sporting crowds affected him the comparative values. “In England,” he said, “when a man drops a catch in the cricket field, onlookers say, ‘Well tried, old man; well tried!’ In America, when a man misses a catch at baseball, the crowd say, ‘Kill him, the son of a gun!’ and they say it with great violence.”	[10, 1426, 137, 1526]
dateline: Times and Sydney Sun Services. Received 15, 5.50 p.m. Paris, September 15.	[976, 719, 1104, 743]
advertisement-body: The characteristics of Ceylon Tea are robustness, flavor and strength. Our liquor being very palatable, and having a fine rich texture. Crescent Tea combines, in a happy degree, these characteristics, for the blending is carried on by an expert. Sold by all storekeepers.	[840, 1390, 967, 1458]
paragraph: The effect of the bayonet charges was overpowering, the long, sharp-pointed French bayonets being fearful weapons. The Germans only contend with which the German knife bayonets were kept. The German casualties recorded have enormous figure, but the French losses were very heavy.	[702, 712, 831, 778]
paragraph: A field artillery gunner relates:—“A pontoon brigade took place on the 6th, when the Germans tried to cross the river.	[430, 1303, 557, 1336]
paragraph: “The Germans swarmed the riverside. The first party built a pontoon bridge and were rushing across, when a shell smashed the bridge, and the pontoons,	[430, 1359, 557, 1400]
subheading: RANK AND FILE BULLIED AND DISPIRITED.	[702, 111, 831, 131]
paragraph: There was an enthusiastic scene outside Westminster Cathedral on Sunday afternoon, when Cardinal Mercier, Archbishop of Malines, Belgium, blessed a procession of 50,000 London Irishmen and Irishwomen. He stood between Messrs Redmond and O'Connor, and, after the blessing, raised his hand and cried, “God save Ireland.” This was the signal for fresh cheering, and the crowd shouted “God save Belgium.”	[10, 791, 137, 890]
subheading: RUSSIANS RESUME THE OFFENSIVE	[840, 630, 967, 642]
subheading: “THE VALLEY OF DEATH.”	[840, 54, 967, 66]
subheading: TO DIVIDE RUSSIAN ATTENTION.	[840, 519, 967, 531]
subheading: HOSPITALS OVERCROWDED WITH WOUNDED.	[702, 542, 831, 562]
dateline: Melbourne, September 15.	[188, 1095, 273, 1103]
paragraph: Sir Philip Gibbs, after a tour of the battlefields and many interviews with prisoners, states that the chief cause of failure is that the German private now realises his officers utter indifference for the lives of his men. He bears it loyally, but refuses to spill blood like water, so long as those who follow may wade to these destined goal. This policy has revolted upon its authors. Even when wearied, the officers displayed an amazing lack of camaraderie, pretending sympathy against sitting in the wagons with the men, and refusing to eat with them, and still endeavouring to bully them. The German privates often surrendered gladly in order to escape their intolerable sufferings. In some cases the Uhlans havesacks were filled with grass, which was their only food. When they surrendered they begged piteously for food. The failure to reach Paris was a demoralising blow, and a proof that the plans of the headquarters staff had completely miscarried. All these things put panic and fear into the hearts of the Germans, who, unable to withstand the bayonet charges, made a miserable resistance against the British in such villages as Bragg and Penchard, unless protected by mitrailleuses. At Dammartin and Vierton, one French regiment, with bayonets, routed four regiments, with terrific slaughter. The Germans lost their nerve, and fled from the invaders screeching, the majority being stabbed in the back as they fled. The whole retreat was more terrible than Leuburg's.	[702, 154, 831, 485]
subheading: HONORS REST WITH BRITAIN.	[566, 496, 693, 508]
subheading: HOT FIGHTING AT VAREDDAS.	[566, 1283, 693, 1295]
paragraph: Le Matin has published a statement by telegraph stating that the Austrian general ramor for the retreat ... of the Austrian army.	[976, 1172, 1104, 1205]
subheading: CROWN PRINCE'S ARMY DRIVEN BACK.	[430, 607, 557, 627]
advertisement: For chronic chest complaints, Woods' Great Peppermint Cure, 1s 6d, 2s 6d.	[566, 1546, 693, 1562]
dateline: Received 15, 9.20 p.m. Petrograd, Sept. 14 (evening).	[841, 139, 967, 154]
paragraph: The Alhambra music-hall at Bordeaux has been fitted as the Chamber of Deputies, and the Apollo Theatre for the Senators. Parliamentary tribunes being erected in front of the prompter's box, and Hansard established in the orchestra.	[566, 654, 693, 711]
section-heading: Africa	[750, 991, 783, 1007]
paragraph: Fierce encounters took place on Friday and Friday night, in the ruins of Louvain. The Belgians twice penetrated the centre of the town, but the German concentration on Louvain necessitated a Belgian retirement on Antwerp.	[976, 233, 1104, 283]
subheading: THEIR BATTERIES WIPED OUT.	[566, 1325, 693, 1337]
subheading: A DRAMATIC SCENE AT WESTMINSTER.	[10, 757, 137, 777]
main-headline: Rout Continues	[58, 34, 226, 130]
subheading: FROM THE COMMENCEMENT OF THE RETREAT.	[282, 71, 421, 91]
subheading: LOYALTY OF REV STATESMEN.	[702, 1179, 831, 1191]
paragraph: The Germans entered a private house at Rumix and found the entire family in the cellar. They violated and then cut the throats of two girls, cut off the boys' ears and inflicting unmentionable mutilations.	[976, 413, 1104, 462]
paragraph: The British are given the credit here for the German retreat, and General Sir John French is compared with the Duke of Marlborough.	[566, 197, 693, 230]
dateline: Received 15, 10 p.m. London, September 14.	[43, 1265, 137, 1281]
column-balkans-australia	[142, 494, 278, 1564]
paragraph: Lieut. Richard Gates died from injuries sustained in a fall of 2000ft on Thursday night, while scouting over London.	[10, 1283, 137, 1316]
paragraph: Merchants protest against the New Commodities Commission's decision to fix prices, and state that it will paralyse business. They point out that most of the commodities involved are perishable, and it may be necessary to clear them in a day or two.	[146, 1034, 273, 1091]
subheading: A SECOND MARLBOROUGH.	[566, 138, 693, 150]
paragraph: The Crown Prince's army has been driven back. He has moved his headquarters from St. Menehould to Montfaucon.	[566, 838, 693, 871]
paragraph: Mr Wiblocks (Labor) in the Senate, admitted that General Botha's speech had converted him as to the necessity of supporting the Government's policy	[702, 1494, 831, 1527]
